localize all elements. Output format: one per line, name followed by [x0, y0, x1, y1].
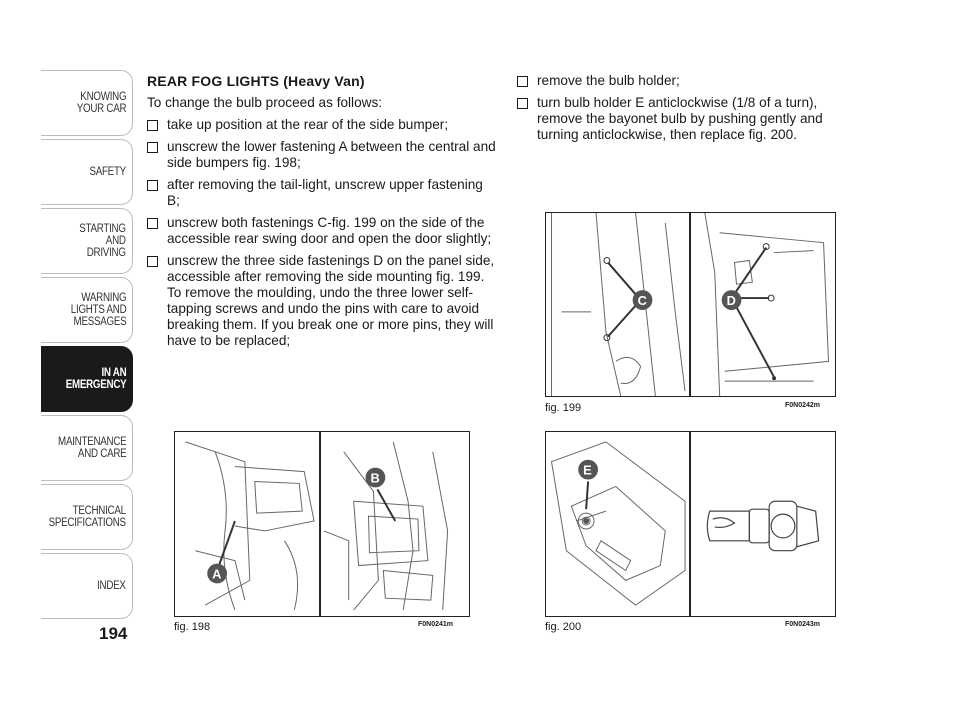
list-item: turn bulb holder E anticlockwise (1/8 of a turn), remove the bayonet bulb by pushing gently and turning anticlockwise, then replace fig. 200.: [517, 95, 847, 143]
steps-list-left: [147, 117, 497, 349]
figure-199-drawing: [546, 213, 835, 396]
tab-label: IN AN EMERGENCY: [65, 367, 126, 391]
figure-198-code: F0N0241m: [418, 621, 454, 628]
figure-198-image: [174, 431, 470, 617]
tab-knowing-your-car[interactable]: [41, 70, 133, 136]
text-column-left: [147, 73, 497, 355]
tab-label: STARTING AND DRIVING: [79, 223, 126, 259]
tab-label: TECHNICAL SPECIFICATIONS: [48, 505, 126, 529]
label-b: B: [370, 470, 380, 486]
list-item: take up position at the rear of the side bumper;: [147, 117, 497, 133]
figure-199-caption: fig. 199: [545, 402, 582, 414]
label-c: C: [637, 292, 647, 308]
tab-label: WARNING LIGHTS AND MESSAGES: [70, 292, 126, 328]
tab-technical-specifications[interactable]: [41, 484, 133, 550]
list-item: unscrew both fastenings C-fig. 199 on the side of the accessible rear swing door and open the door slightly;: [147, 215, 497, 247]
tab-maintenance-and-care[interactable]: [41, 415, 133, 481]
label-e: E: [583, 462, 592, 478]
list-item: after removing the tail-light, unscrew upper fastening B;: [147, 177, 497, 209]
figure-199-code: F0N0242m: [785, 402, 821, 409]
text-column-right: [517, 73, 847, 149]
tab-index[interactable]: [41, 553, 133, 619]
list-item: remove the bulb holder;: [517, 73, 847, 89]
side-tabs: [41, 70, 133, 622]
figure-200-drawing: [546, 432, 835, 616]
tab-label: MAINTENANCE AND CARE: [57, 436, 126, 460]
tab-starting-and-driving[interactable]: [41, 208, 133, 274]
tab-safety[interactable]: [41, 139, 133, 205]
intro-text: To change the bulb proceed as follows:: [147, 95, 383, 110]
list-item: unscrew the lower fastening A between the central and side bumpers fig. 198;: [147, 139, 497, 171]
list-item: unscrew the three side fastenings D on the panel side, accessible after removing the side mounting fig. 199. To remove the moulding, undo the three lower self-tapping screws and undo the pins with care to avoid breaking them. If you break one or more pins, they will have to be replaced;: [147, 253, 497, 349]
page-number: 194: [99, 624, 128, 643]
figure-199-image: [545, 212, 836, 397]
label-a: A: [212, 566, 222, 582]
figure-198-caption: fig. 198: [174, 621, 211, 633]
section-title: REAR FOG LIGHTS (Heavy Van): [147, 73, 365, 89]
steps-list-right: [517, 73, 847, 143]
tab-label: KNOWING YOUR CAR: [76, 91, 126, 115]
figure-200-caption: fig. 200: [545, 621, 582, 633]
figure-200-code: F0N0243m: [785, 621, 821, 628]
figure-198-drawing: [175, 432, 469, 616]
tab-label: INDEX: [97, 580, 126, 592]
tab-label: SAFETY: [89, 166, 126, 178]
figure-200-image: [545, 431, 836, 617]
tab-in-an-emergency[interactable]: [41, 346, 133, 412]
bulb-illustration: [707, 501, 818, 550]
tab-warning-lights[interactable]: [41, 277, 133, 343]
label-d: D: [726, 292, 736, 308]
